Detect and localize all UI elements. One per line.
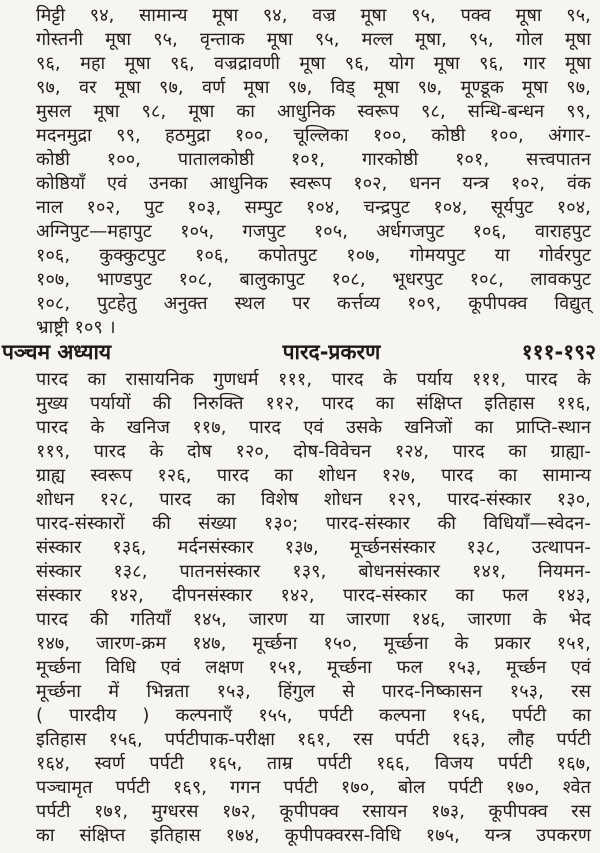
toc-line: १४७, जारण-क्रम १४७, मूर्च्छना १५०, मूर्च्छना के प्रकार १५१,	[36, 633, 591, 654]
toc-line: पर्पटी १७१, मुग्धरस १७२, कूपीपक्व रसायन १७३, कूपीपक्व रस	[36, 801, 591, 822]
toc-line: संस्कार १३८, पातनसंस्कार १३९, बोधनसंस्कार १४१, नियमन-	[36, 561, 591, 582]
toc-line: संस्कार १३६, मर्दनसंस्कार १३७, मूर्च्छनसंस्कार १३८, उत्थापन-	[36, 537, 591, 558]
toc-line: ९६, महा मूषा ९६, वज्रद्रावणी मूषा ९६, योग मूषा ९६, गार मूषा	[36, 53, 591, 74]
toc-line: १६४, स्वर्ण पर्पटी १६५, ताम्र पर्पटी १६६, विजय पर्पटी १६७,	[36, 753, 591, 774]
toc-line: मूर्च्छना विधि एवं लक्षण १५१, मूर्च्छना फल १५३, मूर्च्छन एवं	[36, 657, 591, 678]
toc-line: ९७, वर मूषा ९७, वर्ण मूषा ९७, विड् मूषा ९७, मूण्डूक मूषा ९७,	[36, 77, 591, 98]
toc-line: पारद का रासायनिक गुणधर्म १११, पारद के पर्याय १११, पारद के	[36, 369, 591, 390]
toc-line: १०७, भाण्डपुट १०८, बालुकापुट १०८, भूधरपुट १०८, लावकपुट	[36, 269, 591, 290]
toc-line: भ्राष्ट्री १०९ ।	[36, 317, 116, 338]
toc-line: संस्कार १४२, दीपनसंस्कार १४२, पारद-संस्कार का फल १४३,	[36, 585, 591, 606]
toc-line: का संक्षिप्त इतिहास १७४, कूपीपक्वरस-विधि १७५, यन्त्र उपकरण	[36, 825, 591, 846]
chapter5-heading-row	[2, 337, 596, 367]
chapter-page-range: १११-१९२	[521, 340, 596, 364]
toc-line: मदनमुद्रा ९९, हठमुद्रा १००, चूल्लिका १००, कोष्ठी १००, अंगार-	[36, 125, 591, 146]
toc-line: शोधन १२८, पारद का विशेष शोधन १२९, पारद-संस्कार १३०,	[36, 489, 591, 510]
toc-line: पञ्चामृत पर्पटी १६९, गगन पर्पटी १७०, बोल पर्पटी १७०, श्वेत	[36, 777, 591, 798]
toc-line: १०६, कुक्कुटपुट १०६, कपोतपुट १०७, गोमयपुट या गोर्वरपुट	[36, 245, 591, 266]
toc-line: मुख्य पर्यायों की निरुक्ति ११२, पारद का संक्षिप्त इतिहास ११६,	[36, 393, 591, 414]
toc-line: कोष्ठियाँ एवं उनका आधुनिक स्वरूप १०२, धनन यन्त्र १०२, वंक	[36, 173, 591, 194]
chapter4-toc-paragraph	[36, 4, 591, 340]
toc-line: गोस्तनी मूषा ९५, वृन्ताक मूषा ९५, मल्ल मूषा, ९५, गोल मूषा	[36, 29, 591, 50]
toc-line: नाल १०२, पुट १०३, सम्पुट १०४, चन्द्रपुट १०४, सूर्यपुट १०४,	[36, 197, 591, 218]
chapter-title: पारद-प्रकरण	[282, 340, 381, 364]
toc-line: ११९, पारद के दोष १२०, दोष-विवेचन १२४, पारद का ग्राह्या-	[36, 441, 591, 462]
toc-line: पारद-संस्कारों की संख्या १३०; पारद-संस्कार की विधियाँ—स्वेदन-	[36, 513, 591, 534]
chapter5-toc-paragraph	[36, 368, 591, 848]
toc-line: अग्निपुट—महापुट १०५, गजपुट १०५, अर्धगजपुट १०६, वाराहपुट	[36, 221, 591, 242]
toc-line: १०८, पुटहेतु अनुक्त स्थल पर कर्त्तव्य १०९, कूपीपक्व विद्युत्	[36, 293, 591, 314]
toc-line: ग्राह्य स्वरूप १२६, पारद का शोधन १२७, पारद का सामान्य	[36, 465, 591, 486]
toc-line: मिट्टी ९४, सामान्य मूषा ९४, वज्र मूषा ९५, पक्व मूषा ९५,	[36, 5, 591, 26]
toc-line: इतिहास १५६, पर्पटीपाक-परीक्षा १६१, रस पर्पटी १६३, लौह पर्पटी	[36, 729, 591, 750]
toc-line: पारद के खनिज ११७, पारद एवं उसके खनिजों का प्राप्ति-स्थान	[36, 417, 591, 438]
toc-line: मूर्च्छना में भिन्नता १५३, हिंगुल से पारद-निष्कासन १५३, रस	[36, 681, 591, 702]
toc-line: मुसल मूषा ९८, मूषा का आधुनिक स्वरूप ९८, सन्धि-बन्धन ९९,	[36, 101, 591, 122]
chapter-number-label: पञ्चम अध्याय	[2, 340, 112, 364]
toc-line: कोष्ठी १००, पातालकोष्ठी १०१, गारकोष्ठी १०१, सत्त्वपातन	[36, 149, 591, 170]
toc-line: ( पारदीय ) कल्पनाएँ १५५, पर्पटी कल्पना १५६, पर्पटी का	[36, 705, 591, 726]
toc-line: पारद की गतियाँ १४५, जारण या जारणा १४६, जारणा के भेद	[36, 609, 591, 630]
